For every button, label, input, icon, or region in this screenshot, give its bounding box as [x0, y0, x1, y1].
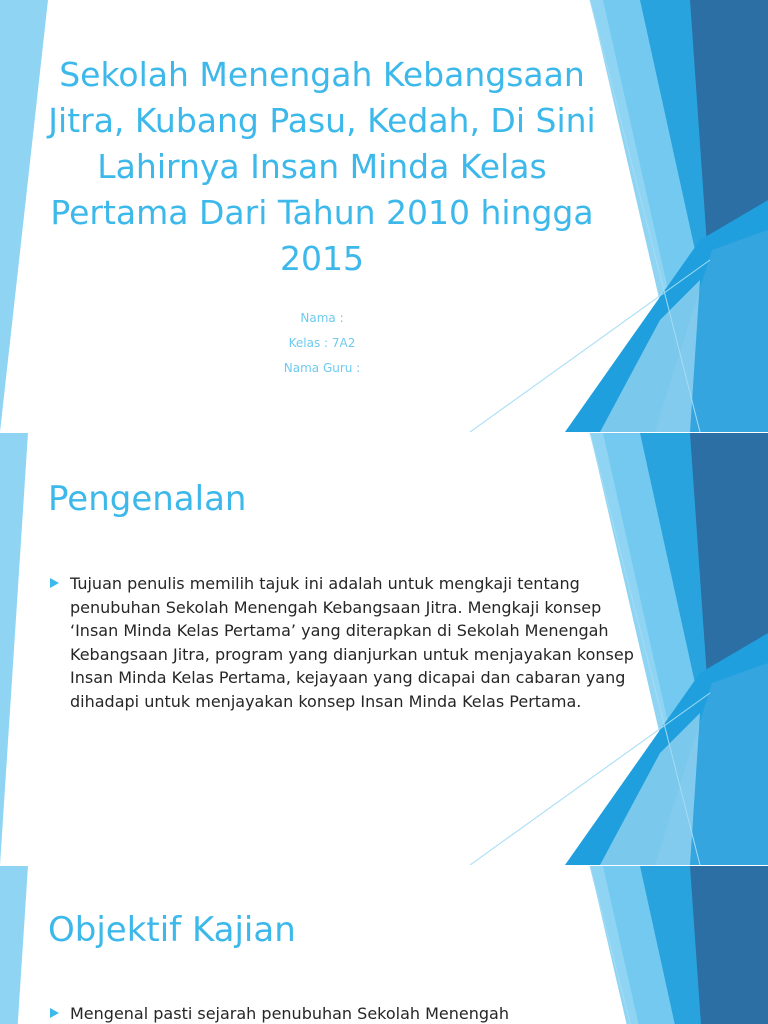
- bullet-list: [48, 1002, 648, 1024]
- bullet-list: [48, 572, 648, 713]
- section-heading: Objektif Kajian: [48, 910, 296, 950]
- bullet-text: Mengenal pasti sejarah penubuhan Sekolah Menengah: [70, 1004, 509, 1023]
- section-heading: Pengenalan: [48, 479, 247, 519]
- slide-title: [0, 0, 768, 432]
- slide-introduction: [0, 433, 768, 865]
- teacher-label: Nama Guru :: [283, 361, 361, 375]
- list-item: [48, 572, 648, 713]
- bullet-text: Tujuan penulis memilih tajuk ini adalah untuk mengkaji tentang penubuhan Sekolah Menengah Kebangsaan Jitra. Mengkaji konsep ‘Insan Minda Kelas Pertama’ yang diterapkan di Sekolah Menengah Kebangsaan Jitra, program yang dianjurkan untuk menjayakan konsep Insan Minda Kelas Pertama, kejayaan yang dicapai dan cabaran yang dihadapi untuk menjayakan konsep Insan Minda Kelas Pertama.: [70, 574, 634, 711]
- name-label: Nama :: [300, 311, 344, 325]
- slide-objectives: [0, 866, 768, 1024]
- class-label: Kelas : 7A2: [288, 336, 356, 350]
- bullet-arrow-icon: [50, 1008, 59, 1018]
- list-item: [48, 1002, 648, 1024]
- bullet-arrow-icon: [50, 578, 59, 588]
- page-title: Sekolah Menengah Kebangsaan Jitra, Kubang Pasu, Kedah, Di Sini Lahirnya Insan Minda Kelas Pertama Dari Tahun 2010 hingga 2015: [48, 55, 596, 278]
